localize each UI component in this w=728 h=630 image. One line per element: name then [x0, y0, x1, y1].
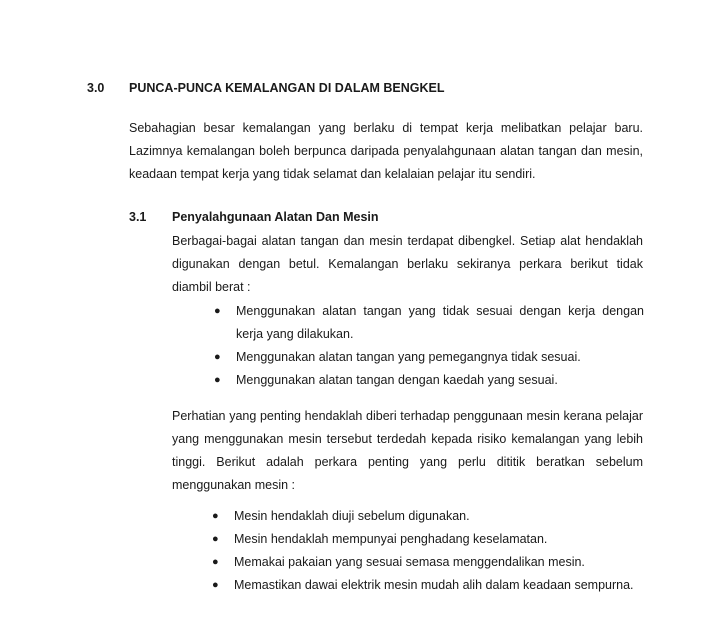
list-item — [212, 574, 642, 597]
list-item-text: Menggunakan alatan tangan yang pemegangnya tidak sesuai. — [236, 350, 581, 364]
list-item — [212, 505, 642, 528]
list-item-text: Memakai pakaian yang sesuai semasa menggendalikan mesin. — [234, 555, 585, 569]
subsection-paragraph-2: Perhatian yang penting hendaklah diberi terhadap penggunaan mesin kerana pelajar yang menggunakan mesin tersebut terdedah kepada risiko kemalangan yang lebih tinggi. Berikut adalah perkara penting yang perlu dititik beratkan sebelum menggunakan mesin : — [172, 409, 643, 492]
bullet-icon: ● — [212, 533, 219, 545]
list-item-text: Mesin hendaklah mempunyai penghadang keselamatan. — [234, 532, 548, 546]
bullet-icon: ● — [212, 556, 219, 568]
bullet-icon: ● — [212, 579, 219, 591]
list-item — [212, 528, 642, 551]
bullet-icon: ● — [212, 510, 219, 522]
list-item — [212, 551, 642, 574]
subsection-number: 3.1 — [129, 210, 147, 224]
list-item-text: Menggunakan alatan tangan dengan kaedah yang sesuai. — [236, 373, 558, 387]
section-intro-paragraph: Sebahagian besar kemalangan yang berlaku di tempat kerja melibatkan pelajar baru. Lazimnya kemalangan boleh berpunca daripada penyalahgunaan alatan tangan dan mesin, keadaan tempat kerja yang tidak selamat dan kelalaian pelajar itu sendiri. — [129, 121, 643, 181]
list-item-text: Mesin hendaklah diuji sebelum digunakan. — [234, 509, 470, 523]
bullet-icon: ● — [214, 351, 221, 363]
list-item — [214, 369, 644, 392]
section-number: 3.0 — [87, 81, 105, 95]
bullet-list-machines — [212, 505, 642, 597]
list-item — [214, 346, 644, 369]
bullet-list-tools — [214, 300, 644, 392]
list-item-text: Memastikan dawai elektrik mesin mudah alih dalam keadaan sempurna. — [234, 578, 634, 592]
bullet-icon: ● — [214, 374, 221, 386]
subsection-paragraph-1: Berbagai-bagai alatan tangan dan mesin terdapat dibengkel. Setiap alat hendaklah digunakan dengan betul. Kemalangan berlaku sekiranya perkara berikut tidak diambil berat : — [172, 234, 643, 294]
section-title: PUNCA-PUNCA KEMALANGAN DI DALAM BENGKEL — [129, 81, 445, 95]
subsection-title: Penyalahgunaan Alatan Dan Mesin — [172, 210, 379, 224]
bullet-icon: ● — [214, 305, 221, 317]
list-item — [214, 300, 644, 346]
list-item-text: Menggunakan alatan tangan yang tidak sesuai dengan kerja dengan kerja yang dilakukan. — [236, 304, 644, 341]
